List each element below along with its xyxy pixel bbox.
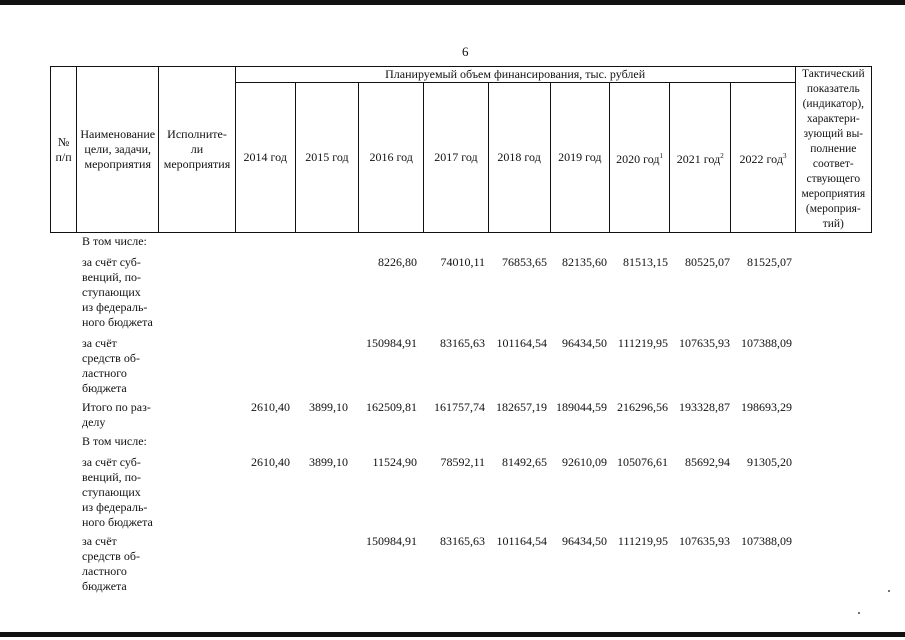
cell-value: 162509,81 <box>366 400 417 414</box>
cell-value: 161757,74 <box>434 400 485 414</box>
cell-value: 96434,50 <box>562 336 607 350</box>
cell-value: 107388,09 <box>741 534 792 548</box>
header-year-8: 2022 год$^3$ <box>731 83 795 233</box>
cell-value: 81492,65 <box>502 455 547 469</box>
cell-value: 150984,91 <box>366 336 417 350</box>
header-year-1: 2015 год <box>295 83 358 233</box>
footnote-marker: 1 <box>659 151 663 160</box>
cell-value: 74010,11 <box>440 255 485 269</box>
cell-value: 198693,29 <box>741 400 792 414</box>
row-label: за счёт средств об- ластного бюджета <box>82 336 140 395</box>
header-year-6: 2020 год$^1$ <box>609 83 669 233</box>
header-year-3: 2017 год <box>424 83 488 233</box>
header-year-2: 2016 год <box>359 83 424 233</box>
cell-value: 111219,95 <box>617 336 668 350</box>
cell-value: 81525,07 <box>747 255 792 269</box>
cell-value: 8226,80 <box>378 255 417 269</box>
cell-value: 78592,11 <box>440 455 485 469</box>
cell-value: 193328,87 <box>679 400 730 414</box>
cell-value: 111219,95 <box>617 534 668 548</box>
header-year-7: 2021 год$^2$ <box>670 83 731 233</box>
row-label: В том числе: <box>82 434 147 448</box>
cell-value: 2610,40 <box>251 400 290 414</box>
cell-value: 3899,10 <box>309 400 348 414</box>
scan-speck <box>858 612 860 614</box>
header-year-5: 2019 год <box>550 83 609 233</box>
page-number: 6 <box>462 44 469 59</box>
header-year-4: 2018 год <box>488 83 550 233</box>
cell-value: 107388,09 <box>741 336 792 350</box>
cell-value: 80525,07 <box>685 255 730 269</box>
cell-value: 96434,50 <box>562 534 607 548</box>
cell-value: 2610,40 <box>251 455 290 469</box>
cell-value: 105076,61 <box>617 455 668 469</box>
cell-value: 11524,90 <box>372 455 417 469</box>
cell-value: 3899,10 <box>309 455 348 469</box>
cell-value: 101164,54 <box>496 336 547 350</box>
footnote-marker: 2 <box>720 151 724 160</box>
cell-value: 189044,59 <box>556 400 607 414</box>
header-indicator: Тактический показатель (индикатор), характери- зующий вы- полнение соответ- ствующего мероприятия (мероприя- тий) <box>795 67 871 233</box>
row-label: Итого по раз- делу <box>82 400 151 429</box>
cell-value: 91305,20 <box>747 455 792 469</box>
cell-value: 81513,15 <box>623 255 668 269</box>
header-planned-financing: Планируемый объем финансирования, тыс. рублей <box>235 67 795 83</box>
cell-value: 150984,91 <box>366 534 417 548</box>
cell-value: 107635,93 <box>679 534 730 548</box>
footnote-marker: 3 <box>782 151 787 160</box>
bottom-border <box>0 632 905 637</box>
header-year-0: 2014 год <box>235 83 295 233</box>
header-name: Наименование цели, задачи, мероприятия <box>77 67 159 233</box>
row-label: за счёт суб- венций, по- ступающих из федераль- ного бюджета <box>82 455 153 529</box>
cell-value: 107635,93 <box>679 336 730 350</box>
cell-value: 101164,54 <box>496 534 547 548</box>
cell-value: 83165,63 <box>440 336 485 350</box>
cell-value: 182657,19 <box>496 400 547 414</box>
cell-value: 216296,56 <box>617 400 668 414</box>
cell-value: 83165,63 <box>440 534 485 548</box>
header-num: № п/п <box>51 67 77 233</box>
scan-speck <box>888 590 890 592</box>
cell-value: 85692,94 <box>685 455 730 469</box>
cell-value: 82135,60 <box>562 255 607 269</box>
row-label: за счёт суб- венций, по- ступающих из федераль- ного бюджета <box>82 255 153 329</box>
header-executors: Исполните- ли мероприятия <box>159 67 235 233</box>
cell-value: 76853,65 <box>502 255 547 269</box>
cell-value: 92610,09 <box>562 455 607 469</box>
row-label: В том числе: <box>82 234 147 248</box>
row-label: за счёт средств об- ластного бюджета <box>82 534 140 593</box>
